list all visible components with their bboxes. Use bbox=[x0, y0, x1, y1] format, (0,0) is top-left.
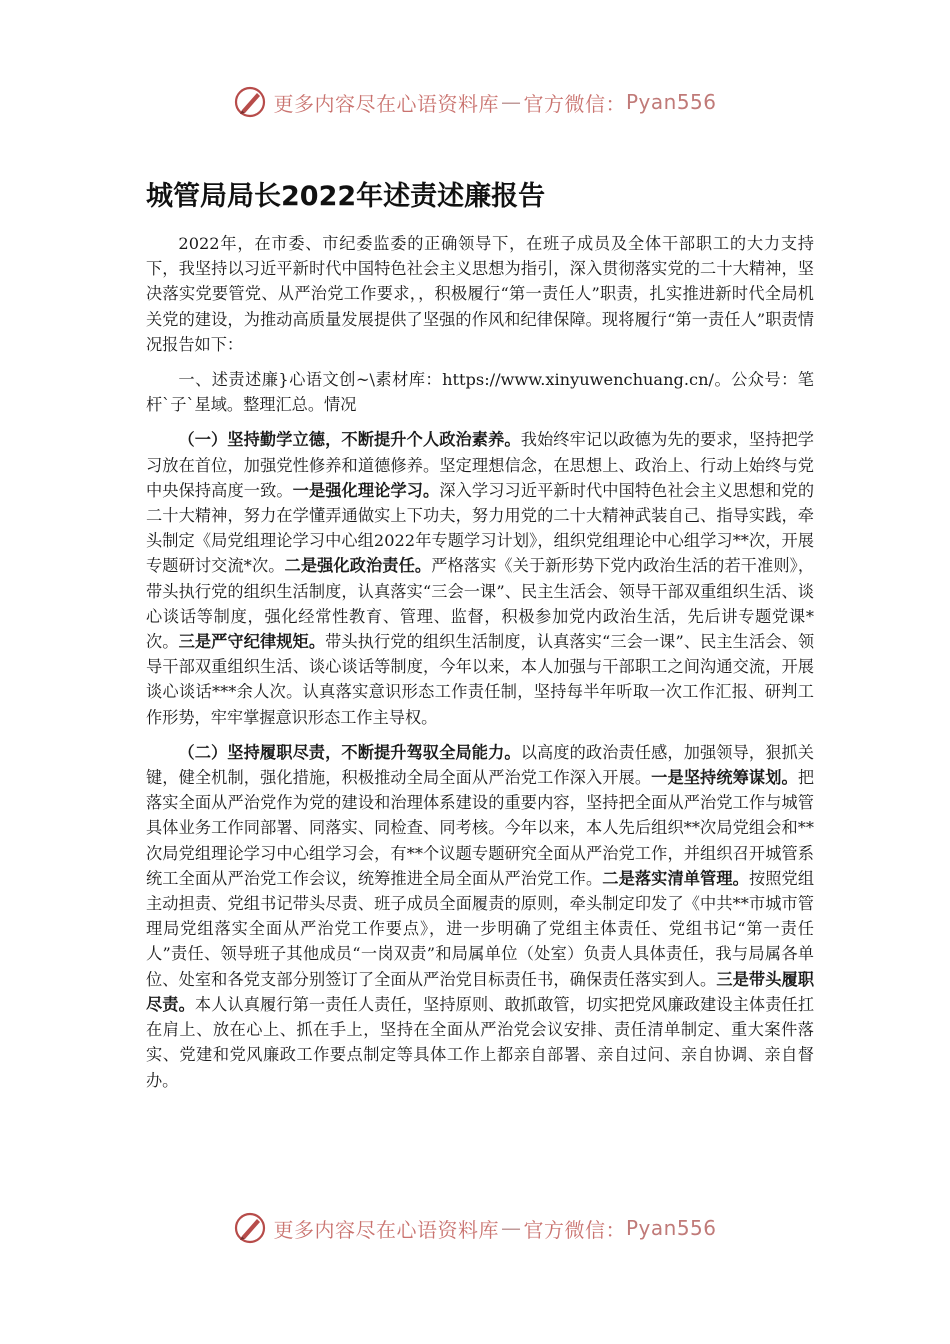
footer-banner bbox=[0, 1208, 950, 1248]
banner-label: 官方微信： bbox=[523, 1217, 626, 1242]
section-2-point-2: 二是落实清单管理。 bbox=[602, 868, 749, 888]
section-1-text-3: 严格落实《关于新形势下党内政治生活的若干准则》，带头执行党的组织生活制度，认真落实“三会一课”、民主生活会、领导干部双重组织生活、谈心谈话等制度，强化经常性教育、管理、监督，积极参加党内政治生活，先后讲专题党课*次。 bbox=[146, 556, 815, 652]
header-banner bbox=[0, 82, 950, 122]
section-2-text-4: 本人认真履行第一责任人责任，坚持原则、敢抓敢管，切实把党风廉政建设主体责任扛在肩上、放在心上、抓在手上，坚持在全面从严治党会议安排、责任清单制定、重大案件落实、党建和党风廉政工作要点制定等具体工作上都亲自部署、亲自过问、亲自协调、亲自督办。 bbox=[146, 994, 815, 1090]
section-2-text-1: 以高度的政治责任感，加强领导，狠抓关键，健全机制，强化措施，积极推动全局全面从严治党工作深入开展。 bbox=[146, 742, 814, 788]
section-1-point-3: 三是严守纪律规矩。 bbox=[178, 632, 326, 652]
pen-logo-icon bbox=[233, 85, 267, 119]
section-1-point-2: 二是强化政治责任。 bbox=[284, 556, 432, 576]
section-heading-paragraph: 一、述责述廉}心语文创~\素材库：https://www.xinyuwenchuang.cn/。公众号：笔杆`子`星域。整理汇总。情况 bbox=[146, 370, 814, 415]
banner-label: 官方微信： bbox=[523, 91, 626, 116]
section-1-paragraph bbox=[146, 427, 814, 729]
banner-separator: — bbox=[500, 90, 522, 114]
section-1-point-1: 一是强化理论学习。 bbox=[292, 480, 440, 500]
section-2-point-1: 一是坚持统筹谋划。 bbox=[651, 768, 798, 788]
intro-paragraph: 2022年，在市委、市纪委监委的正确领导下，在班子成员及全体干部职工的大力支持下，我坚持以习近平新时代中国特色社会主义思想为指引，深入贯彻落实党的二十大精神，坚决落实党要管党、从严治党工作要求，，积极履行“第一责任人”职责，扎实推进新时代全局机关党的建设，为推动高质量发展提供了坚强的作风和纪律保障。现将履行“第一责任人”职责情况报告如下： bbox=[146, 234, 814, 354]
section-1-heading: （一）坚持勤学立德，不断提升个人政治素养。 bbox=[178, 430, 521, 450]
section-2-heading: （二）坚持履职尽责，不断提升驾驭全局能力。 bbox=[178, 742, 521, 762]
section-2-paragraph bbox=[146, 740, 814, 1093]
section-1-text-2: 深入学习习近平新时代中国特色社会主义思想和党的二十大精神，努力在学懂弄通做实上下功夫，努力用党的二十大精神武装自己、指导实践，牵头制定《局党组理论学习中心组2022年专题学习计划》，组织党组理论中心组学习**次，开展专题研讨交流*次。 bbox=[146, 480, 815, 576]
banner-wechat-id: Pyan556 bbox=[625, 1216, 717, 1240]
banner-wechat-id: Pyan556 bbox=[625, 90, 717, 114]
banner-main-text: 更多内容尽在心语资料库 bbox=[273, 1217, 499, 1242]
section-2-point-3: 三是带头履职尽责。 bbox=[146, 969, 815, 1014]
document-body bbox=[146, 231, 814, 1103]
section-2-text-3: 按照党组主动担责、党组书记带头尽责、班子成员全面履责的原则，牵头制定印发了《中共**市城市管理局党组落实全面从严治党工作要点》，进一步明确了党组主体责任、党组书记“第一责任人”责任、领导班子其他成员“一岗双责”和局属单位（处室）负责人具体责任，我与局属各单位、处室和各党支部分别签订了全面从严治党目标责任书，确保责任落实到人。 bbox=[146, 868, 815, 989]
section-2-text-2: 把落实全面从严治党作为党的建设和治理体系建设的重要内容，坚持把全面从严治党工作与城管具体业务工作同部署、同落实、同检查、同考核。今年以来，本人先后组织**次局党组会和**次局党组理论学习中心组学习会，有**个议题专题研究全面从严治党工作，并组织召开城管系统工全面从严治党工作会议，统筹推进全局全面从严治党工作。 bbox=[146, 768, 815, 888]
document-title: 城管局局长2022年述责述廉报告 bbox=[146, 181, 546, 212]
banner-separator: — bbox=[500, 1216, 522, 1240]
banner-main-text: 更多内容尽在心语资料库 bbox=[273, 91, 499, 116]
pen-logo-icon bbox=[233, 1211, 267, 1245]
section-1-text-1: 我始终牢记以政德为先的要求，坚持把学习放在首位，加强党性修养和道德修养。坚定理想信念，在思想上、政治上、行动上始终与党中央保持高度一致。 bbox=[146, 430, 814, 500]
section-1-text-4: 带头执行党的组织生活制度，认真落实“三会一课”、民主生活会、领导干部双重组织生活、谈心谈话等制度，今年以来，本人加强与干部职工之间沟通交流，开展谈心谈话***余人次。认真落实意识形态工作责任制，坚持每半年听取一次工作汇报、研判工作形势，牢牢掌握意识形态工作主导权。 bbox=[146, 632, 815, 727]
